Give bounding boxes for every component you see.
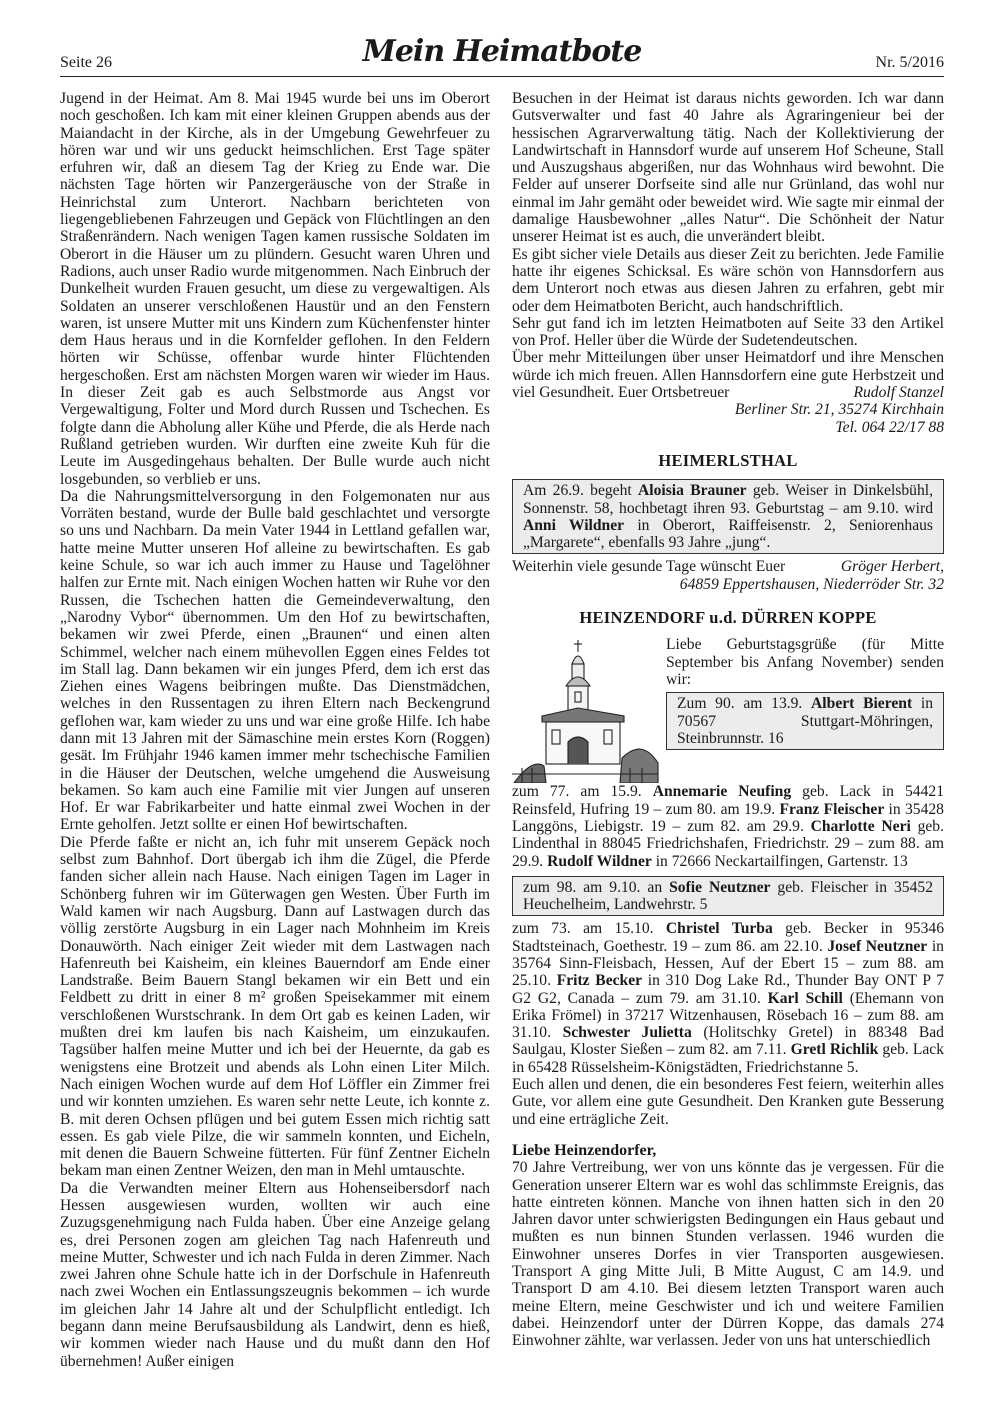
paragraph: Jugend in der Heimat. Am 8. Mai 1945 wurde bei uns im Oberort noch geschoßen. Ich kam mit einer kleinen Gruppen abends aus der Maiandacht in der Kirche, als in der Umgebung Gewehrfeuer zu hören war und wir uns geduckt heimschlichen. Erst Tage später erfuhren wir, daß an diesem Tag der Krieg zu Ende war. Die nächsten Tage hörten wir Panzergeräusche von der Straße in Heinrichstal zum Unterort. Nachbarn berichteten von liegengebliebenen Fahrzeugen und Gepäck von Flüchtlingen an den Straßenrändern. Nach wenigen Tagen kamen russische Soldaten im Oberort in die Häuser um zu plündern. Gesucht waren Uhren und Radions, auch unser Radio wurde mitgenommen. Nach Einbruch der Dunkelheit wurden Frauen gesucht, um diese zu vergewaltigen. Als Soldaten an unserer verschloßenen Haustür und an den Fenstern waren, ist unsere Mutter mit uns Kindern zum Küchenfenster hinter dem Haus heraus und in die Kornfelder geflohen. In den Feldern hörten wir Schüsse, offenbar wurde hinter Flüchtenden hergeschoßen. Erst am nächsten Morgen waren wir wieder im Haus. In dieser Zeit gab es auch Selbstmorde aus Angst vor Vergewaltigung, Folter und Mord durch Russen und Tschechen. Es folgte dann die Abholung aller Kühe und Pferde, die als Herde nach Rußland getrieben wurden. Wir durften eine zweite Kuh für die Leute im Ausgedingehaus behalten. Der Bulle wurde auch nicht losgebunden, so verblieb er uns. [60, 90, 490, 488]
list-text: geb. Lack in 54421 Reinsfeld, Hufring 19 – zum 80. am 19.9. [512, 783, 944, 818]
paragraph: Über mehr Mitteilungen über unser Heimatdorf und ihre Menschen würde ich mich freuen. Allen Hannsdorfern eine gute Herbstzeit und viel Gesundheit. Euer Ortsbetreuer [512, 349, 944, 402]
right-column [512, 90, 944, 1350]
left-column [60, 90, 490, 1370]
signature-address: Berliner Str. 21, 35274 Kirchhain [734, 401, 944, 419]
box-text: Zum 90. am 13.9. [677, 695, 812, 713]
person-name: Annemarie Neufing [652, 783, 792, 801]
box-text: geb. Fleischer in 35452 Heuchelheim, Landwehrstr. 5 [523, 878, 933, 914]
paragraph: Besuchen in der Heimat ist daraus nichts geworden. Ich war dann Gutsverwalter und fast 40 Jahre als Agraringenieur bei der hessischen Agrarverwaltung tätig. Nach der Kollektivierung der Landwirtschaft in Hannsdorf wurde auf unserem Hof Scheune, Stall und Auszugshaus abgerißen, nur das Wohnhaus wird bewohnt. Die Felder auf unserer Dorfseite sind alle nur Grünland, das wohl nur einmal im Jahr gemäht oder beweidet wird. Wie sagte mir einmal der damalige Hausbewohner „alles Natur“. Die Schönheit der Natur unserer Heimat ist es auch, die unverändert bleibt. [512, 90, 944, 246]
person-name: Charlotte Neri [810, 817, 911, 835]
box-text: in Oberort, Raiffeisenstr. 2, Seniorenhaus „Margarete“, ebenfalls 93 Jahre „jung“. [523, 516, 933, 552]
letter-heading: Liebe Heinzendorfer, [512, 1141, 657, 1159]
birthday-box [512, 479, 944, 554]
paragraph: Da die Nahrungsmittelversorgung in den Folgemonaten nur aus Vorräten bestand, wurde der Bulle bald geschlachtet und versorgte so uns und Nachbarn. Da mein Vater 1944 in Lettland gefallen war, hatte meine Mutter unseren Hof alleine zu bewirtschaften. Es gab keine Schule, so war ich auch immer zu Hause und Tagelöhner halfen zur Ernte mit. Nach einigen Wochen hatten wir Ruhe vor den Russen, die Tschechen hatten die Gemeindeverwaltung, den „Narodny Vybor“ übernommen. Um den Hof zu bewirtschaften, bekamen wir zwei Pferde, einen „Braunen“ und einen alten Schimmel, welcher nach einem mühevollen Eggen eines Feldes tot im Stall lag. Dann bekamen wir ein junges Pferd, dem ich erst das Ziehen eines Wagens beibringen mußte. Das Dienstmädchen, welches in den Russentagen zu ihren Eltern nach Beckengrund geflohen war, kam wieder zu uns und war eine große Hilfe. Ich habe dann mit 13 Jahren mit der Sämaschine mein erstes Korn (Roggen) gesät. Im Frühjahr 1946 kamen immer mehr tschechische Familien in die Häuser der Deutschen, welche umgehend die Ausweisung bekamen. So kam auch eine Familie mit vier Jungen auf unseren Hof. Er war Fabrikarbeiter und hatte einmal zwei Wochen in der Ernte geholfen. Jetzt sollte er einen Hof bewirtschaften. [60, 487, 490, 834]
person-name: Gretl Richlik [790, 1041, 879, 1059]
signature-phone: Tel. 064 22/17 88 [835, 418, 944, 436]
list-text: in 35428 Langgöns, Liebigstr. 19 – zum 82. am 29.9. [512, 800, 944, 835]
signature-name: Rudolf Stanzel [853, 384, 944, 402]
list-text: in 310 Dog Lake Rd., Thunder Bay ONT P 7 G2 G2, Canada – zum 79. am 31.10. [512, 972, 944, 1007]
issue-number: Nr. 5/2016 [875, 54, 944, 71]
closing-text: Euch allen und denen, die ein besonderes Fest feiern, weiterhin alles Gute, vor allem eine gute Gesundheit. Den Kranken gute Besserung und eine erträgliche Zeit. [512, 1076, 944, 1128]
person-name: Anni Wildner [523, 516, 625, 534]
church-illustration [512, 638, 660, 783]
list-text: geb. Becker in 95346 Stadtsteinach, Goethestr. 19 – zum 86. am 22.10. [512, 920, 944, 955]
church-side-text [666, 636, 944, 783]
person-name: Albert Bierent [811, 695, 913, 713]
person-name: Aloisia Brauner [638, 482, 747, 500]
person-name: Christel Turba [665, 920, 773, 938]
greeting-line [512, 558, 944, 575]
box-text: Am 26.9. begeht [523, 482, 639, 500]
list-text: zum 77. am 15.9. [512, 783, 653, 801]
box-text: geb. Weiser in Dinkelsbühl, Sonnenstr. 58, hochbetagt ihren 93. Geburtstag – am 9.10. wird [523, 482, 933, 517]
birthday-box [666, 692, 944, 750]
paragraph: Es gibt sicher viele Details aus dieser Zeit zu berichten. Jede Familie hatte ihr eigenes Schicksal. Es wäre schön von Hannsdorfern aus dem Unterort noch etwas aus diesen Jahren zu erfahren, gebt mir oder dem Heimatboten Bericht, auch handschriftlich. [512, 245, 944, 315]
page-header [60, 34, 944, 76]
person-name: Fritz Becker [556, 972, 643, 990]
list-text: (Holitschky Gretel) in 88348 Bad Saulgau, Kloster Sießen – zum 82. am 7.11. [512, 1024, 944, 1059]
birthday-box [512, 876, 944, 917]
church-block [512, 636, 944, 783]
section-title-heimerlsthal: HEIMERLSTHAL [658, 450, 798, 470]
box-text: zum 98. am 9.10. an [523, 878, 670, 896]
birthday-list [512, 920, 944, 1076]
list-text: geb. Lack in 65428 Rüsselsheim-Königstädten, Friedrichstanne 5. [512, 1041, 945, 1076]
paragraph: Sehr gut fand ich im letzten Heimatboten auf Seite 33 den Artikel von Prof. Heller über die Würde der Sudetendeutschen. [512, 314, 944, 350]
list-text: zum 73. am 15.10. [512, 920, 666, 938]
signature-name: Gröger Herbert, [840, 558, 944, 576]
intro-text: Liebe Geburtstagsgrüße (für Mitte September bis Anfang November) senden wir: [666, 636, 944, 688]
list-text: in 72666 Neckartailfingen, Gartenstr. 13 [651, 852, 908, 870]
greeting: Weiterhin viele gesunde Tage wünscht Euer [512, 558, 786, 576]
letter-text: 70 Jahre Vertreibung, wer von uns könnte das je vergessen. Für die Generation unserer Eltern war es wohl das schlimmste Ereignis, das hatte eintreten können. Manche von ihnen hatten sich in den 20 Jahren davor unter schwierigsten Bedingungen ein Haus gebaut und mußten es nun binnen Stunden verlassen. 1946 wurden die Einwohner unseres Dorfes in vier Transporten ausgewiesen. Transport A ging Mitte Juli, B Mitte August, C am 14.9. und Transport D am 4.10. Bei diesem letzten Transport waren auch meine Eltern, meine Geschwister und ich und weitere Familien dabei. Heinzendorf unter der Dürren Koppe, das damals 274 Einwohner zählte, war verlassen. Jeder von uns hat unterschiedlich [512, 1159, 944, 1350]
header-rule [60, 76, 944, 77]
section-title-heinzendorf: HEINZENDORF u.d. DÜRREN KOPPE [579, 608, 877, 628]
paragraph: Die Pferde faßte er nicht an, ich fuhr mit unserem Gepäck noch selbst zum Bahnhof. Dort übergab ich ihm die Zügel, die Pferde fanden sicher allein nach Hause. Nach einigen Tagen im Lager in Schönberg fuhren wir im Güterwagen gen Westen. Über Furth im Wald kamen wir nach Augsburg. Dann auf Lastwagen durch das völlig zerstörte Augsburg in ein Lager nach Mohnheim im Kreis Donauwörth. Nach einiger Zeit wieder mit dem Lastwagen nach Hafenreuth bei Kaisheim, ein kleines Bauerndorf am Ende einer Landstraße. Beim Bauern Stangl bekamen wir ein Bett und ein Feldbett zu dritt in einer 8 m² großen Speisekammer mit einem verschloßenen Wurstschrank. In dem Ort gab es keinen Laden, wir mußten drei km laufen bis nach Kaisheim, um einzukaufen. Tagsüber halfen meine Mutter und ich bei der Heuernte, da gab es wenigstens eine Brotzeit und abends als Lohn einen Liter Milch. Nach einigen Wochen wurde auf dem Hof Löffler ein Zimmer frei und wir konnten umziehen. Es waren sehr nette Leute, ich konnte z. B. mit deren Ochsen pflügen und bei gutem Essen mich richtig satt essen. Es gab viele Pilze, die wir sammeln konnten, und Eicheln, mit denen die Bauern Schweine fütterten. Für fünf Zentner Eicheln bekam man einen Zentner Weizen, den man in Mehl umtauschte. [60, 833, 490, 1180]
paragraph: Da die Verwandten meiner Eltern aus Hohenseibersdorf nach Hessen ausgewiesen wurden, wollten wir auch eine Zuzugsgenehmigung nach Fulda haben. Über eine Anzeige gelang es, drei Personen zogen am gleichen Tag nach Hafenreuth und meine Mutter, Schwester und ich nach Fulda in deren Zimmer. Nach zwei Jahren ohne Schule hatte ich in der Dorfschule in Hafenreuth nach zwei Wochen ein Entlassungszeugnis bekommen – ich wurde im gleichen Jahr 14 Jahre alt und der Schulpflicht entledigt. Ich begann dann meine Berufsausbildung als Landwirt, denn es hieß, wir kommen wieder nach Hause und du mußt dann den Hof übernehmen! Außer einigen [60, 1179, 490, 1370]
list-text: in 35764 Sinn-Fleisbach, Hessen, Auf der Ebert 15 – zum 88. am 25.10. [512, 937, 944, 990]
person-name: Josef Neutzner [827, 937, 928, 955]
signature-line [512, 349, 944, 401]
person-name: Rudolf Wildner [547, 852, 652, 870]
birthday-list [512, 783, 944, 869]
person-name: Karl Schill [767, 989, 843, 1007]
person-name: Sofie Neutzner [669, 878, 771, 896]
list-text: geb. Lindenthal in 88045 Friedrichshafen, Friedrichstr. 29 – zum 88. am 29.9. [512, 817, 944, 870]
signature-address: 64859 Eppertshausen, Niederröder Str. 32 [679, 575, 944, 593]
page-number: Seite 26 [60, 54, 112, 71]
masthead-logo: Mein Heimatbote [362, 34, 642, 69]
person-name: Franz Fleischer [779, 800, 885, 818]
person-name: Schwester Julietta [562, 1024, 692, 1042]
list-text: (Ehemann von Erika Frömel) in 37217 Witzenhausen, Rösebach 16 – zum 88. am 31.10. [512, 989, 944, 1042]
box-text: in 70567 Stuttgart-Möhringen, Steinbrunnstr. 16 [677, 695, 934, 747]
